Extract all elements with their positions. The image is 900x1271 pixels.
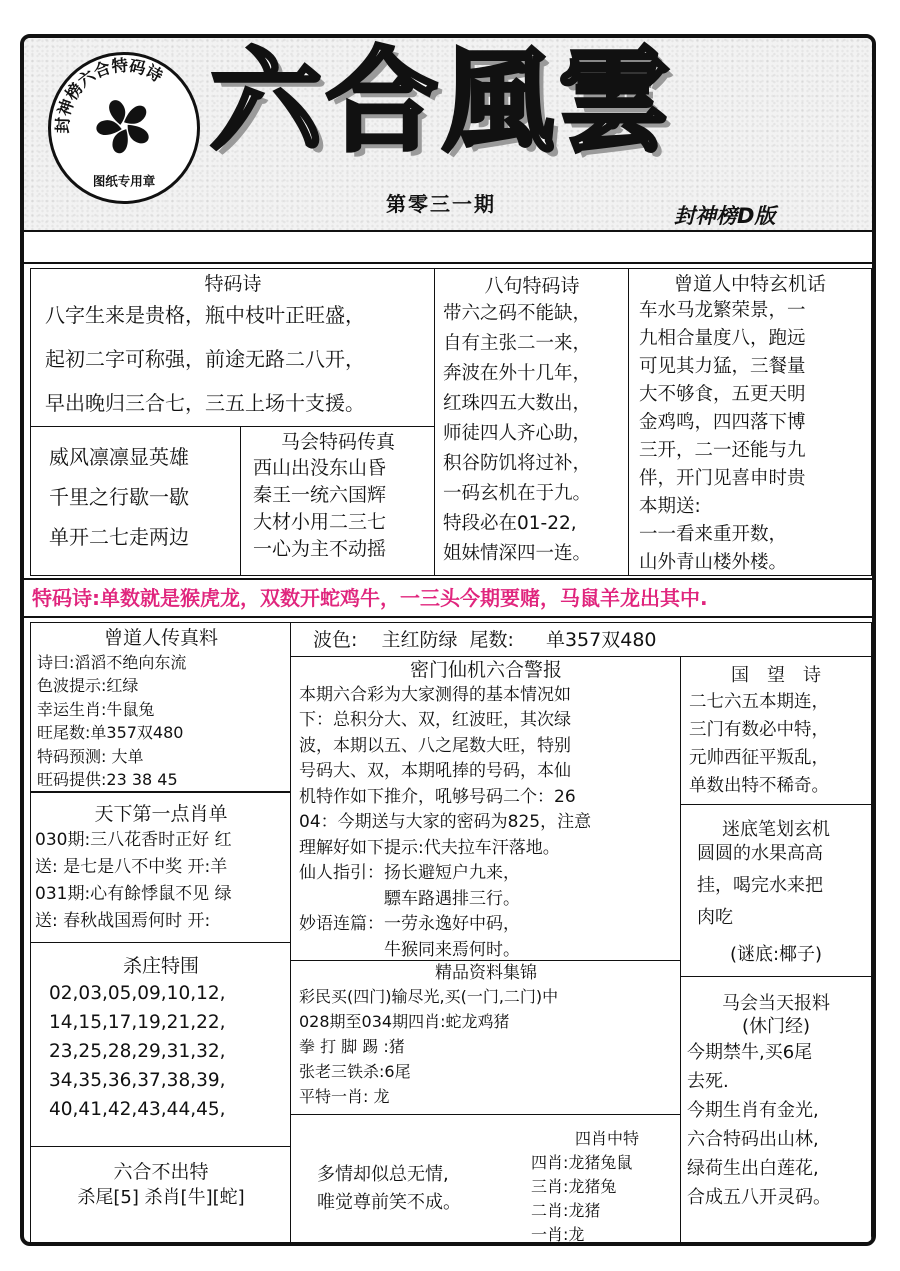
national-lines [681, 688, 871, 800]
newspaper-frame [20, 34, 876, 1246]
eight-line: 积谷防饥将过补， [443, 452, 592, 474]
taoist-line: 三开，二一还能与九 [639, 439, 806, 461]
four-zodiac-line: 三肖:龙猪兔 [531, 1177, 617, 1196]
taoist-line: 金鸡鸣，四四落下博 [639, 411, 806, 433]
kill-line: 23,25,28,29,31,32, [49, 1040, 226, 1062]
wave-tail-label: 尾数: [469, 629, 514, 651]
collection-line: 028期至034期四肖:蛇龙鸡猪 [299, 1012, 510, 1032]
eight-line: 带六之码不能缺， [443, 302, 592, 324]
mahui-fax-line: 一心为主不动摇 [253, 537, 387, 560]
riddle-answer: (谜底:椰子) [729, 943, 823, 965]
fax-line: 旺尾数:单357双480 [37, 723, 184, 743]
collection-line: 拳 打 脚 踢 :猪 [299, 1037, 405, 1057]
secret-box [290, 656, 682, 962]
mahui-fax-lines [241, 455, 435, 563]
weifeng-line: 单开二七走两边 [49, 525, 189, 549]
world-first-line: 031期:心有餘悸鼠不见 绿 [35, 883, 232, 904]
bottom-middle-box [290, 1114, 682, 1246]
seal-arc-text: 封神榜六合特码诗 [53, 55, 166, 134]
world-first-title: 天下第一点肖单 [94, 803, 228, 825]
eight-lines-lines [435, 299, 629, 569]
collection-lines [291, 984, 681, 1109]
mahui-fax-title: 马会特码传真 [280, 431, 395, 453]
taoist-line: 一一看来重开数， [639, 523, 788, 545]
taoist-title: 曾道人中特玄机话 [673, 273, 826, 295]
collection-line: 张老三铁杀:6尾 [299, 1062, 411, 1082]
mahui-day-line: 今期禁牛,买6尾 [687, 1042, 813, 1063]
secret-line: 下：总积分大、双，红波旺，其次绿 [299, 710, 571, 731]
secret-lines [291, 683, 681, 962]
world-first-box [30, 792, 292, 944]
wave-tail-value: 单357双480 [545, 629, 657, 651]
special-poem-title: 特码诗 [204, 273, 262, 295]
fax-lines [31, 651, 291, 792]
riddle-line: 挂，喝完水来把 [697, 874, 823, 896]
wave-color-value: 主红防绿 [381, 629, 458, 651]
kill-line: 40,41,42,43,44,45, [49, 1098, 226, 1120]
secret-line: 驃车路遇排三行。 [299, 888, 520, 909]
weifeng-box [30, 426, 242, 576]
weifeng-lines [31, 427, 241, 557]
blank-banner [24, 230, 872, 264]
national-line: 单数出特不稀奇。 [689, 775, 829, 796]
mahui-day-line: 六合特码出山林, [687, 1129, 819, 1150]
fax-box [30, 622, 292, 792]
mahui-day-lines [681, 1038, 871, 1212]
secret-title: 密门仙机六合警报 [409, 659, 562, 681]
taoist-line: 车水马龙繁荣景，一 [639, 299, 806, 321]
four-zodiac-line: 一肖:龙 [531, 1225, 585, 1244]
four-zodiac-title: 四肖中特 [575, 1129, 640, 1148]
kill-title: 杀庄特围 [122, 955, 199, 977]
kill-line: 02,03,05,09,10,12, [49, 982, 226, 1004]
taoist-line: 伴，开门见喜申时贵 [639, 467, 806, 489]
riddle-lines [681, 838, 871, 934]
four-zodiac [531, 1127, 639, 1246]
wave-color-label: 波色: [313, 629, 358, 651]
riddle-line: 肉吃 [697, 906, 733, 928]
secret-line: 牛猴同来焉何时。 [299, 939, 520, 960]
fax-line: 旺码提供:23 38 45 [37, 770, 178, 790]
weifeng-line: 威风凛凛显英雄 [49, 445, 189, 469]
fax-line: 特码预测: 大单 [37, 746, 144, 766]
riddle-box [680, 804, 872, 978]
secret-line: 机特作如下推介，吼够号码二个：26 [299, 786, 576, 807]
masthead-title: 六合風雲 [210, 36, 674, 167]
taoist-lines [629, 297, 871, 576]
mahui-day-line: 去死. [687, 1071, 729, 1092]
mahui-day-box [680, 976, 872, 1246]
collection-line: 平特一肖: 龙 [299, 1087, 390, 1107]
world-first-line: 送: 春秋战国焉何时 开: [35, 910, 211, 931]
poem-line: 八字生来是贵格，瓶中枝叶正旺盛， [45, 302, 365, 327]
seal-bottom-text: 图纸专用章 [92, 173, 156, 189]
world-first-line: 送: 是七是八不中奖 开:羊 [35, 856, 228, 877]
no-special-line: 杀尾[5] 杀肖[牛][蛇] [77, 1186, 245, 1208]
national-line: 三门有数必中特， [689, 719, 829, 740]
eight-line: 自有主张二一来， [443, 332, 592, 354]
eight-lines-title: 八句特码诗 [484, 275, 580, 297]
eight-line: 一码玄机在于九。 [443, 482, 592, 504]
national-box [680, 656, 872, 806]
eight-line: 特段必在01-22, [443, 512, 577, 534]
secret-line: 理解好如下提示:代夫拉车汗落地。 [299, 837, 560, 858]
mahui-day-subtitle: (休门经) [741, 1015, 811, 1037]
secret-line: 波，本期以五、八之尾数大旺，特别 [299, 735, 571, 756]
taoist-line: 可见其力猛，三餐量 [639, 355, 806, 377]
secret-line: 仙人指引：扬长避短户九来， [299, 863, 520, 884]
poem-line: 早出晚归三合七，三五上场十支援。 [45, 390, 365, 415]
national-title: 国 望 诗 [731, 665, 821, 686]
kill-box [30, 942, 292, 1148]
mahui-fax-line: 西山出没东山昏 [253, 456, 387, 479]
mahui-day-line: 今期生肖有金光, [687, 1100, 819, 1121]
national-line: 元帅西征平叛乱， [689, 747, 829, 768]
love-line: 唯觉尊前笑不成。 [317, 1192, 461, 1213]
national-line: 二七六五本期连， [689, 691, 829, 712]
secret-line: 妙语连篇：一劳永逸好中码， [299, 914, 520, 935]
taoist-line: 山外青山楼外楼。 [639, 551, 788, 573]
eight-line: 红珠四五大数出， [443, 392, 592, 414]
header [24, 38, 872, 230]
kill-line: 34,35,36,37,38,39, [49, 1069, 226, 1091]
collection-title: 精品资料集锦 [435, 963, 537, 983]
taoist-line: 大不够食，五更天明 [639, 383, 806, 405]
special-poem-lines [31, 293, 435, 425]
four-zodiac-line: 二肖:龙猪 [531, 1201, 601, 1220]
mahui-day-line: 合成五八开灵码。 [687, 1187, 831, 1208]
eight-line: 奔波在外十几年， [443, 362, 592, 384]
collection-line: 彩民买(四门)输尽光,买(一门,二门)中 [299, 987, 559, 1007]
mahui-fax-line: 秦王一统六国辉 [253, 483, 387, 506]
riddle-title: 迷底笔划玄机 [722, 819, 830, 840]
wave-tail-bar [290, 622, 872, 658]
weifeng-line: 千里之行歇一歇 [49, 485, 189, 509]
no-special-title: 六合不出特 [113, 1161, 209, 1183]
world-first-line: 030期:三八花香时正好 红 [35, 829, 232, 850]
eight-line: 师徒四人齐心助， [443, 422, 592, 444]
eight-line: 姐妹情深四一连。 [443, 542, 592, 564]
kill-lines [31, 979, 291, 1124]
secret-line: 04：今期送与大家的密码为825，注意 [299, 812, 592, 833]
poem-line: 起初二字可称强，前途无路二八开， [45, 346, 365, 371]
bauhinia-flower-icon [94, 99, 150, 156]
edition-label: 封神榜D版 [674, 204, 776, 228]
love-line: 多情却似总无情, [317, 1164, 449, 1185]
riddle-line: 圆圆的水果高高 [697, 842, 823, 864]
mahui-fax-box [240, 426, 436, 576]
world-first-lines [31, 827, 291, 935]
secret-line: 号码大、双，本期吼捧的号码，本仙 [299, 761, 571, 782]
mahui-day-line: 绿荷生出白莲花, [687, 1158, 819, 1179]
special-poem-box [30, 268, 436, 428]
taoist-line: 本期送: [639, 495, 701, 517]
four-zodiac-line: 四肖:龙猪兔鼠 [531, 1153, 633, 1172]
highlight-poem-line: 特码诗:单数就是猴虎龙，双数开蛇鸡牛，一三头今期要赌，马鼠羊龙出其中. [24, 578, 872, 618]
fax-title: 曾道人传真料 [103, 627, 218, 649]
issue-number: 第零三一期 [386, 192, 496, 216]
fax-line: 幸运生肖:牛鼠兔 [37, 699, 155, 719]
no-special-box [30, 1146, 292, 1246]
taoist-box [628, 268, 872, 576]
eight-lines-box [434, 268, 630, 576]
fax-line: 诗曰:滔滔不绝向东流 [37, 652, 187, 672]
collection-box [290, 960, 682, 1116]
love-poem [317, 1161, 461, 1217]
seal-stamp [48, 52, 200, 204]
fax-line: 色波提示:红绿 [37, 676, 139, 696]
mahui-fax-line: 大材小用二三七 [253, 510, 387, 533]
mahui-day-title: 马会当天报料 [722, 993, 830, 1014]
taoist-line: 九相合量度八，跑远 [639, 327, 806, 349]
kill-line: 14,15,17,19,21,22, [49, 1011, 226, 1033]
secret-line: 本期六合彩为大家测得的基本情况如 [299, 684, 571, 705]
